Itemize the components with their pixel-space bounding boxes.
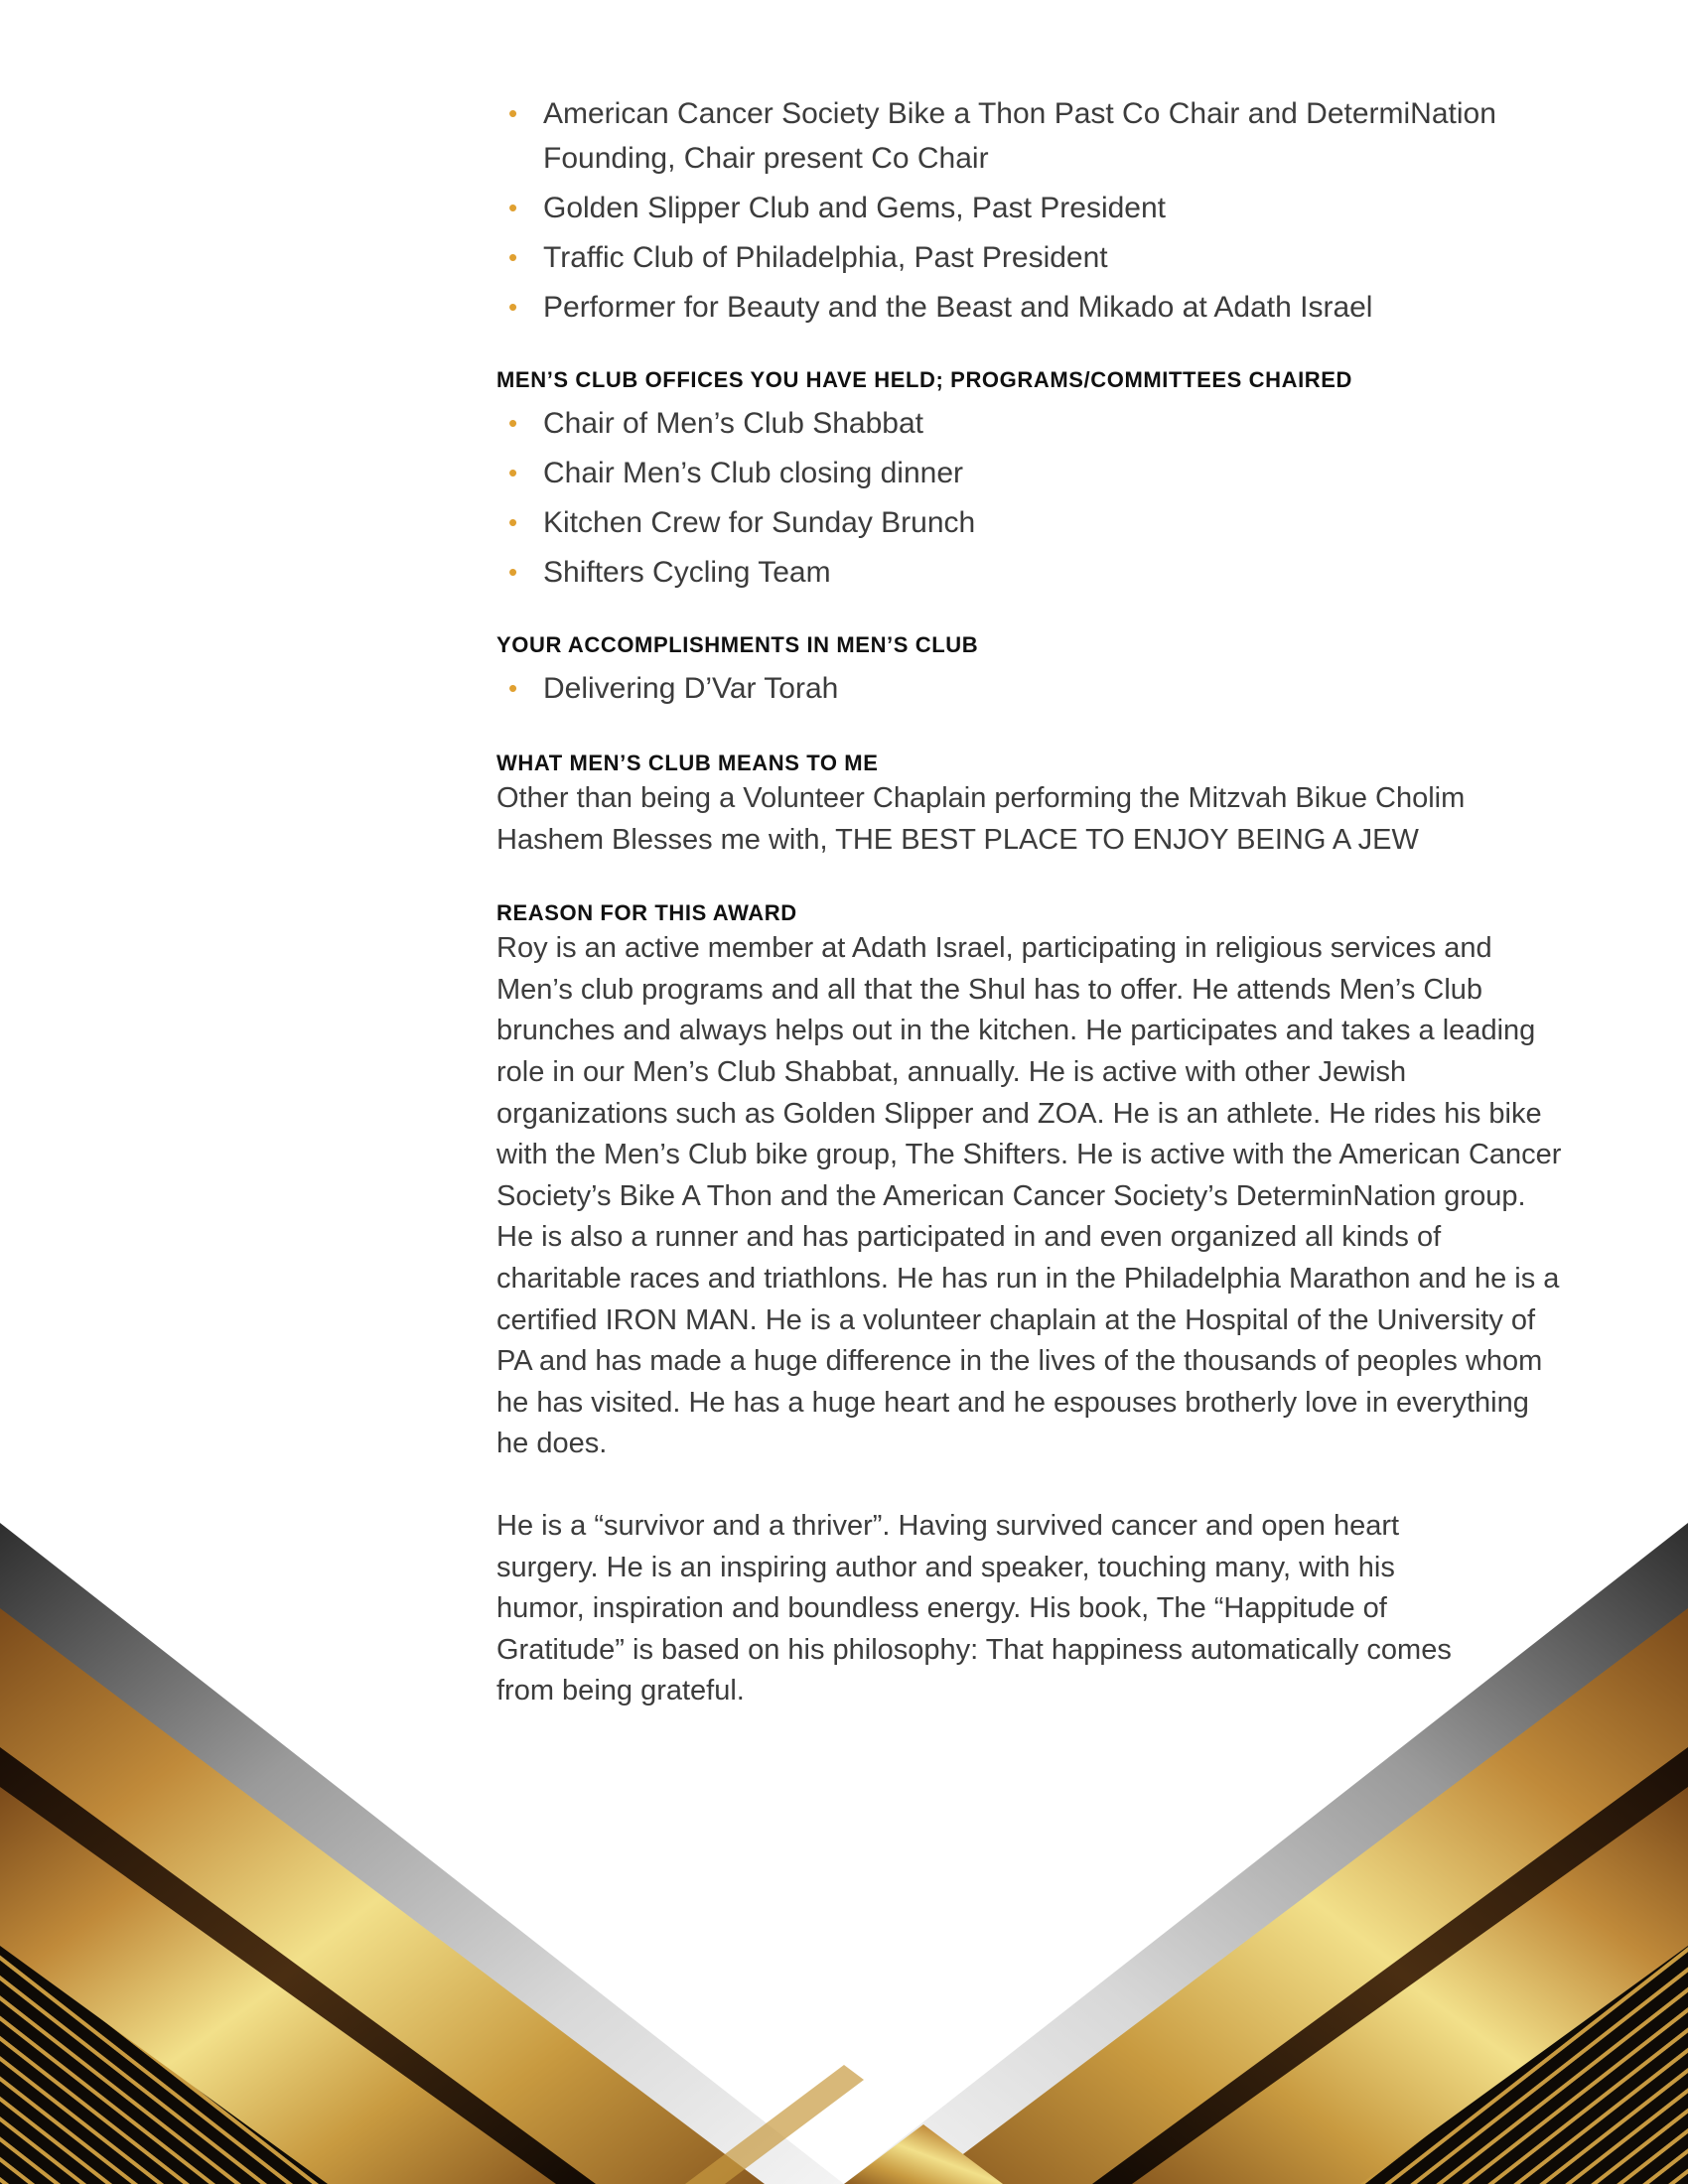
list-item — [496, 451, 1569, 495]
means-text: Other than being a Volunteer Chaplain performing the Mitzvah Bikue Cholim Hashem Blesses me with, THE BEST PLACE TO ENJOY BEING A JEW — [496, 782, 1466, 856]
bullet-icon: • — [508, 673, 518, 703]
bullet-icon: • — [508, 292, 518, 322]
bullet-icon: • — [508, 557, 518, 587]
bullet-icon: • — [508, 242, 518, 272]
bullet-icon: • — [508, 507, 518, 537]
intro-bullet-list — [496, 91, 1569, 330]
list-item — [496, 401, 1569, 446]
list-item — [496, 500, 1569, 545]
list-item-text: Traffic Club of Philadelphia, Past President — [543, 241, 1108, 274]
list-item-text: Shifters Cycling Team — [543, 556, 831, 589]
accomplishments-bullet-list — [496, 666, 1569, 711]
bullet-icon: • — [508, 458, 518, 487]
list-item-text: Delivering D’Var Torah — [543, 672, 839, 705]
means-heading: WHAT MEN’S CLUB MEANS TO ME — [496, 751, 879, 775]
list-item — [496, 550, 1569, 595]
list-item — [496, 235, 1569, 280]
list-item — [496, 285, 1569, 330]
list-item — [496, 91, 1569, 181]
list-item-text: Chair Men’s Club closing dinner — [543, 457, 963, 489]
reason-paragraph-2: He is a “survivor and a thriver”. Having survived cancer and open heart surgery. He is an inspiring author and speaker, touching many, with his humor, inspiration and boundless energy. His book, The “Happitude of Gratitude” is based on his philosophy: That happiness automatically comes from being grateful. — [496, 1509, 1452, 1707]
bullet-icon: • — [508, 408, 518, 438]
list-item-text: Chair of Men’s Club Shabbat — [543, 407, 923, 440]
bullet-icon: • — [508, 193, 518, 222]
offices-heading: MEN’S CLUB OFFICES YOU HAVE HELD; PROGRAMS/COMMITTEES CHAIRED — [496, 367, 1353, 392]
list-item-text: American Cancer Society Bike a Thon Past Co Chair and DetermiNation Founding, Chair present Co Chair — [543, 97, 1496, 175]
list-item — [496, 666, 1569, 711]
bullet-icon: • — [508, 98, 518, 128]
list-item-text: Performer for Beauty and the Beast and Mikado at Adath Israel — [543, 291, 1373, 324]
offices-bullet-list — [496, 401, 1569, 595]
reason-heading: REASON FOR THIS AWARD — [496, 900, 797, 926]
list-item-text: Golden Slipper Club and Gems, Past President — [543, 192, 1166, 224]
document-content — [496, 91, 1569, 1712]
reason-paragraph-1: Roy is an active member at Adath Israel, participating in religious services and Men’s club programs and all that the Shul has to offer. He attends Men’s Club brunches and always helps out in the kitchen. He participates and takes a leading role in our Men’s Club Shabbat, annually. He is active with other Jewish organizations such as Golden Slipper and ZOA. He is an athlete. He rides his bike with the Men’s Club bike group, The Shifters. He is active with the American Cancer Society’s Bike A Thon and the American Cancer Society’s DeterminNation group. He is also a runner and has participated in and even organized all kinds of charitable races and triathlons. He has run in the Philadelphia Marathon and he is a certified IRON MAN. He is a volunteer chaplain at the Hospital of the University of PA and has made a huge difference in the lives of the thousands of peoples whom he has visited. He has a huge heart and he espouses brotherly love in everything he does. — [496, 932, 1562, 1460]
list-item — [496, 186, 1569, 230]
list-item-text: Kitchen Crew for Sunday Brunch — [543, 506, 976, 539]
accomplishments-heading: YOUR ACCOMPLISHMENTS IN MEN’S CLUB — [496, 632, 979, 657]
